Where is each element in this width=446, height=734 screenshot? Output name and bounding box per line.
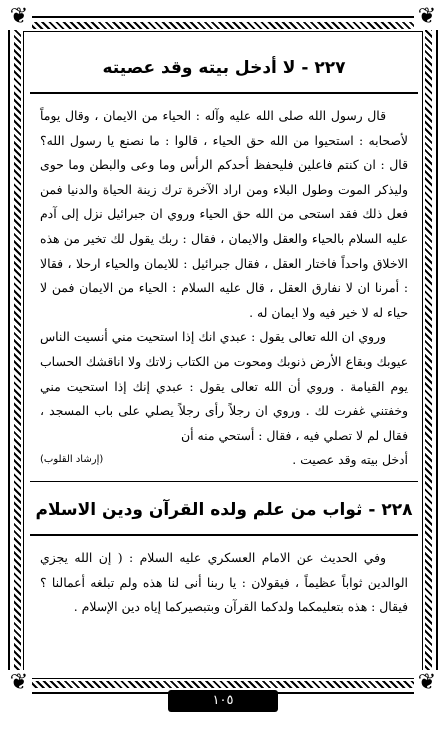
page-number: ١٠٥ (168, 690, 278, 712)
closing-text: أدخل بيته وقد عصيت . (292, 452, 408, 468)
corner-ornament-icon: ❦ (6, 670, 32, 696)
section-title: ٢٢٨ - ثواب من علم ولده القرآن ودين الاسلام (35, 499, 413, 520)
corner-ornament-icon: ❦ (414, 4, 440, 30)
closing-line (40, 448, 408, 473)
source-citation: (إرشاد القلوب) (40, 454, 104, 466)
section-paragraph: قال رسول الله صلى الله عليه وآله : الحياء من الايمان ، وقال يوماً لأصحابه : استحيوا من الله حق الحياء ، قالوا : ما نصنع يا رسول الله؟ قال : ان كنتم فاعلين فليحفظ أحدكم الرأس وما وعى والبطن وما حوى وليذكر الموت وطول البلاء ومن اراد الآخرة ترك زينة الحياة والدنيا فمن فعل ذلك فقد استحى من الله حق الحياء وروي ان جبرائيل نزل إلى آدم عليه السلام بالحياء والعقل والايمان ، فقال : ربك يقول لك تخير من هذه الاخلاق واحداً فاختار العقل ، فقال جبرائيل : للايمان والحياء ارحلا ، فقالا : أمرنا ان لا نفارق العقل ، قال عليه السلام : الحياء من الايمان فمن لا حياء له لا خير فيه ولا ايمان له . (40, 108, 408, 320)
title-divider (30, 92, 418, 94)
section-divider (30, 481, 418, 482)
corner-ornament-icon: ❦ (414, 670, 440, 696)
page-content (30, 38, 418, 672)
title-divider (30, 534, 418, 536)
corner-ornament-icon: ❦ (6, 4, 32, 30)
section-paragraph: وروي ان الله تعالى يقول : عبدي انك إذا استحيت مني أنسيت الناس عيوبك وبقاع الأرض ذنوبك ومحوت من الكتاب زلاتك ولا اناقشك الحساب يوم القيامة . وروي أن الله تعالى يقول : عبدي إنك إذا استحيت مني وخفتني غفرت لك . وروي ان رجلاً رأى رجلاً يصلي على باب المسجد ، فقال لم لا تصلي فيه ، فقال : أستحي منه أن (40, 329, 408, 443)
section-title: ٢٢٧ - لا أدخل بيته وقد عصيته (102, 58, 346, 78)
section-paragraph: وفي الحديث عن الامام العسكري عليه السلام : ( إن الله يجزي الوالدين ثواباً عظيماً ، فيقولان : يا ربنا أنى لنا هذه ولم تبلغه أعمالنا ؟ فيقال : هذه بتعليمكما ولدكما القرآن وبتبصيركما إياه دين الإسلام . (40, 549, 408, 615)
page-frame (4, 4, 442, 730)
